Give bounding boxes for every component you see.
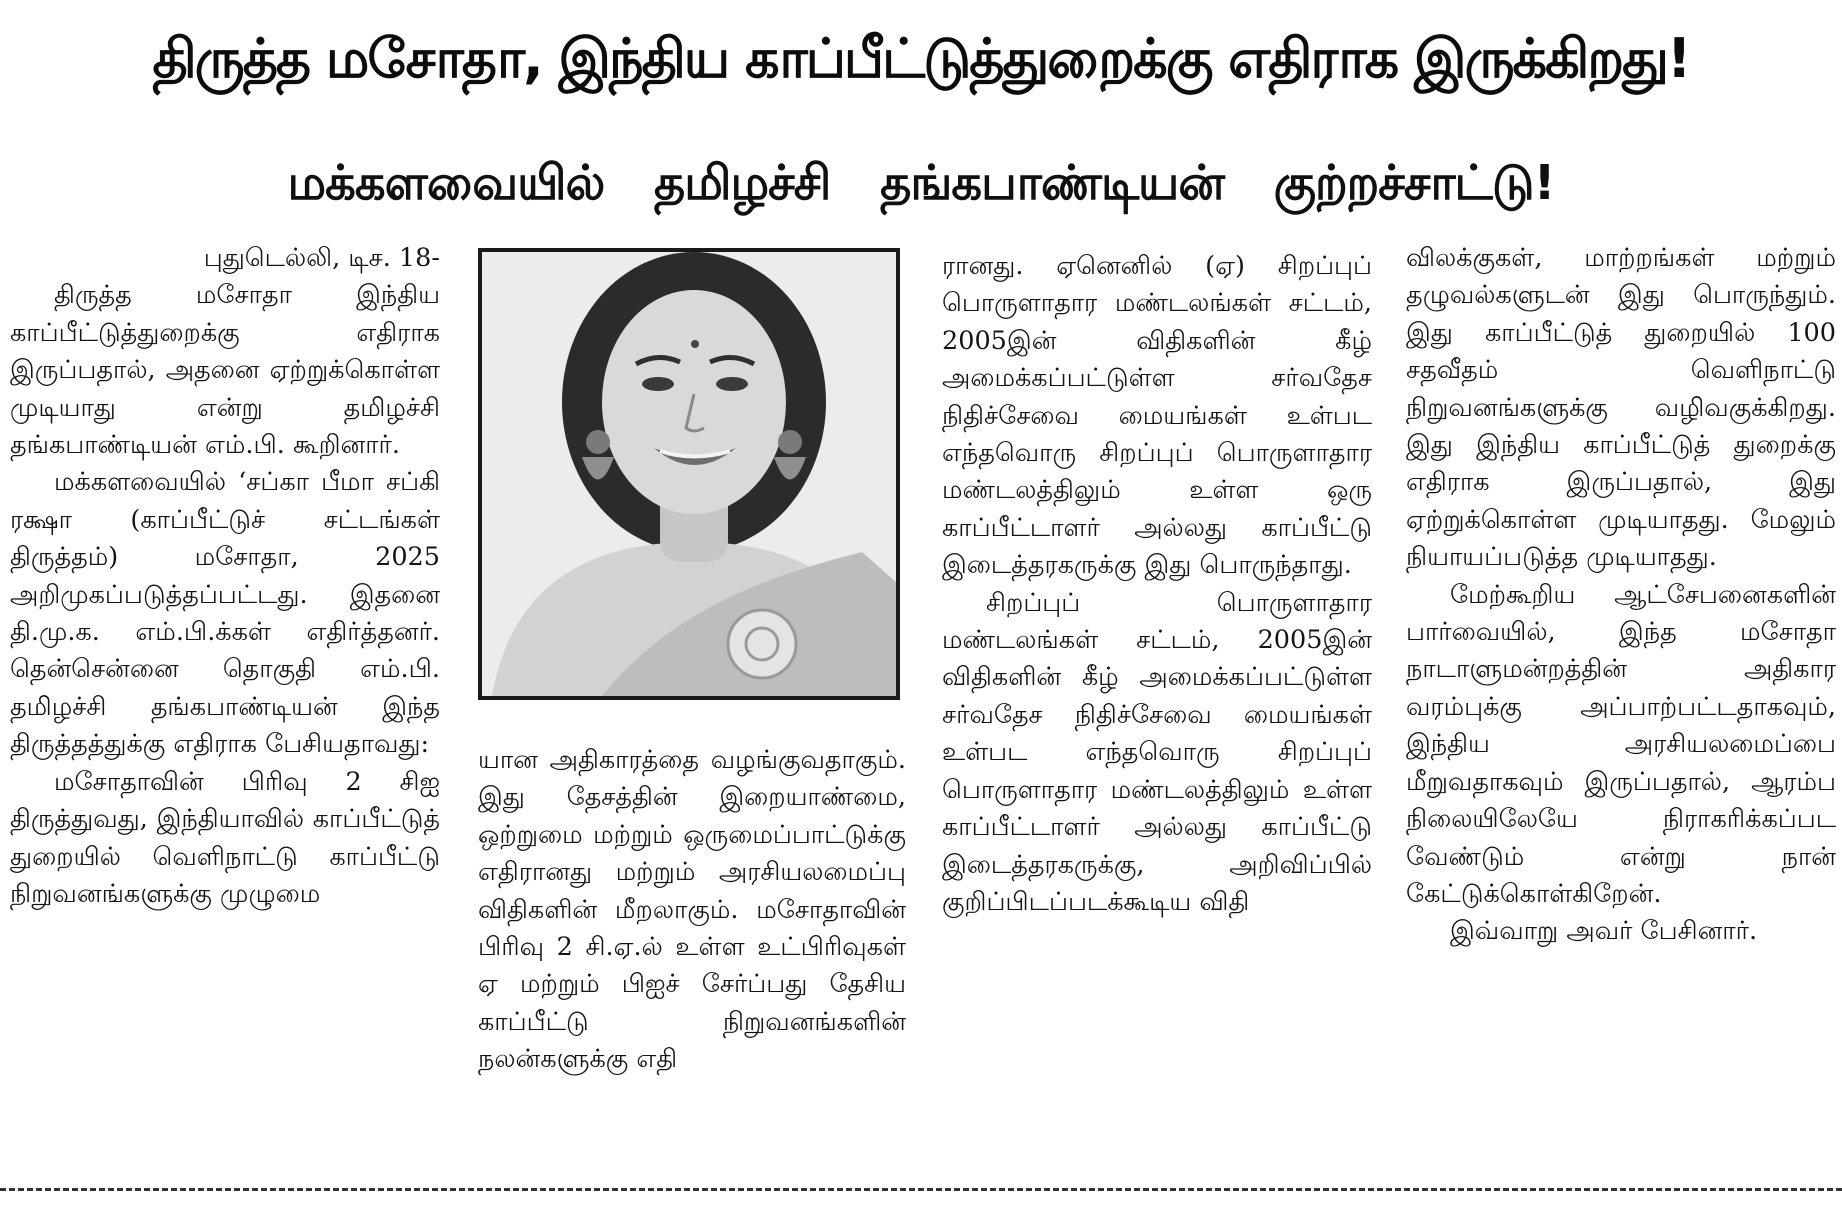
paragraph: மசோதாவின் பிரிவு 2 சிஐ திருத்துவது, இந்தியாவில் காப்பீட்டுத் துறையில் வெளிநாட்டு காப்பீட்டு நிறுவனங்களுக்கு முழுமை (10, 766, 440, 909)
article-column-4 (1406, 240, 1836, 951)
portrait-photo-icon (482, 252, 896, 696)
subheadline: மக்களவையில் தமிழச்சி தங்கபாண்டியன் குற்றச்சாட்டு! (287, 155, 1555, 211)
paragraph: விலக்குகள், மாற்றங்கள் மற்றும் தழுவல்களுடன் இது பொருந்தும். இது காப்பீட்டுத் துறையில் 100 சதவீதம் வெளிநாட்டு நிறுவனங்களுக்கு வழிவகுக்கிறது. இது இந்திய காப்பீட்டுத் துறைக்கு எதிராக இருப்பதால், இது ஏற்றுக்கொள்ள முடியாதது. மேலும் நியாயப்படுத்த முடியாதது. (1406, 243, 1836, 573)
headline: திருத்த மசோதா, இந்திய காப்பீட்டுத்துறைக்கு எதிராக இருக்கிறது! (152, 27, 1690, 90)
dashed-divider (0, 1188, 1842, 1191)
article-column-3 (942, 248, 1372, 921)
portrait-photo (478, 248, 900, 700)
paragraph: இவ்வாறு அவர் பேசினார். (1450, 916, 1758, 947)
paragraph: மேற்கூறிய ஆட்சேபனைகளின் பார்வையில், இந்த மசோதா நாடாளுமன்றத்தின் அதிகார வரம்புக்கு அப்பாற்பட்டதாகவும், இந்திய அரசியலமைப்பை மீறுவதாகவும் இருப்பதால், ஆரம்ப நிலையிலேயே நிராகரிக்கப்பட வேண்டும் என்று நான் கேட்டுக்கொள்கிறேன். (1406, 579, 1836, 909)
paragraph: ரானது. ஏனெனில் (ஏ) சிறப்புப் பொருளாதார மண்டலங்கள் சட்டம், 2005இன் விதிகளின் கீழ் அமைக்கப்பட்டுள்ள சர்வதேச நிதிச்சேவை மையங்கள் உள்பட எந்தவொரு சிறப்புப் பொருளாதார மண்டலத்திலும் உள்ள ஒரு காப்பீட்டாளர் அல்லது காப்பீட்டு இடைத்தரகருக்கு இது பொருந்தாது. (942, 251, 1372, 581)
paragraph: திருத்த மசோதா இந்திய காப்பீட்டுத்துறைக்கு எதிராக இருப்பதால், அதனை ஏற்றுக்கொள்ள முடியாது என்று தமிழச்சி தங்கபாண்டியன் எம்.பி. கூறினார். (10, 280, 440, 461)
dateline: புதுடெல்லி, டிச. 18- (203, 243, 440, 273)
paragraph: மக்களவையில் ‘சப்கா பீமா சப்கி ரக்ஷா (காப்பீட்டுச் சட்டங்கள் திருத்தம்) மசோதா, 2025 அறிமுகப்படுத்தப்பட்டது. இதனை தி.மு.க. எம்.பி.க்கள் எதிர்த்தனர். தென்சென்னை தொகுதி எம்.பி. தமிழச்சி தங்கபாண்டியன் இந்த திருத்தத்துக்கு எதிராக பேசியதாவது: (10, 467, 440, 760)
article-column-2 (478, 742, 906, 1079)
paragraph: யான அதிகாரத்தை வழங்குவதாகும். இது தேசத்தின் இறையாண்மை, ஒற்றுமை மற்றும் ஒருமைப்பாட்டுக்கு எதிரானது மற்றும் அரசியலமைப்பு விதிகளின் மீறலாகும். மசோதாவின் பிரிவு 2 சி.ஏ.ல் உள்ள உட்பிரிவுகள் ஏ மற்றும் பிஐச் சேர்ப்பது தேசிய காப்பீட்டு நிறுவனங்களின் நலன்களுக்கு எதி (478, 745, 906, 1075)
article-column-1 (10, 240, 440, 913)
paragraph: சிறப்புப் பொருளாதார மண்டலங்கள் சட்டம், 2005இன் விதிகளின் கீழ் அமைக்கப்பட்டுள்ள சர்வதேச நிதிச்சேவை மையங்கள் உள்பட எந்தவொரு சிறப்புப் பொருளாதார மண்டலத்திலும் உள்ள காப்பீட்டாளர் அல்லது காப்பீட்டு இடைத்தரகருக்கு, அறிவிப்பில் குறிப்பிடப்படக்கூடிய விதி (942, 587, 1372, 917)
